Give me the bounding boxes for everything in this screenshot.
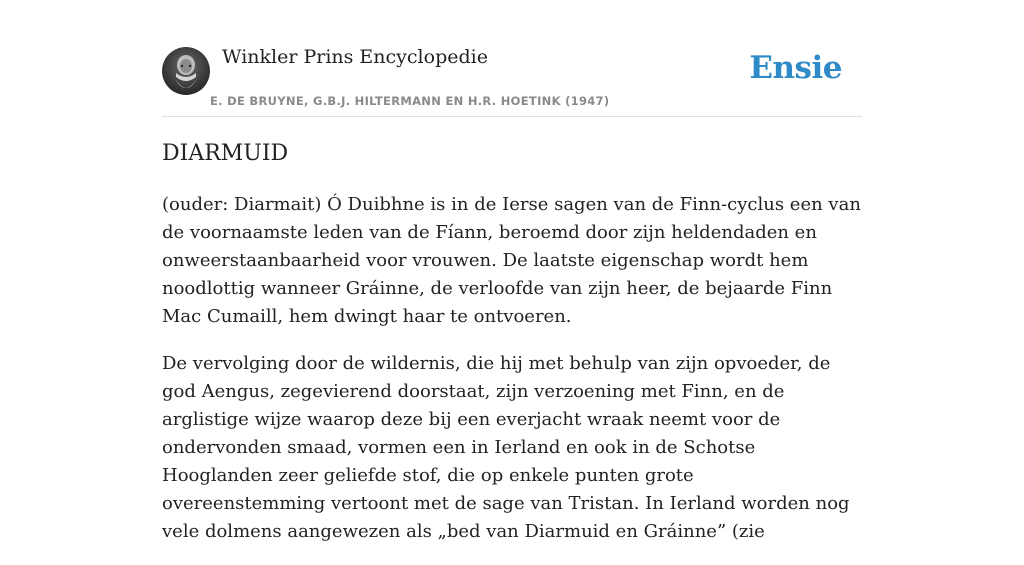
entry-paragraph: (ouder: Diarmait) Ó Duibhne is in de Ierse sagen van de Finn-cyclus een van de voornaamste leden van de Fíann, beroemd door zijn heldendaden en onweerstaanbaarheid voor vrouwen. De laatste eigenschap wordt hem noodlottig wanneer Gráinne, de verloofde van zijn heer, de bejaarde Finn Mac Cumaill, hem dwingt haar te ontvoeren. [162, 194, 861, 327]
author-portrait-icon[interactable] [162, 47, 210, 95]
entry-title: DIARMUID [162, 141, 289, 166]
entry-paragraph: De vervolging door de wildernis, die hij met behulp van zijn opvoeder, de god Aengus, zegevierend doorstaat, zijn verzoening met Finn, en de arglistige wijze waarop deze bij een everjacht wraak neemt voor de ondervonden smaad, vormen een in Ierland en ook in de Schotse Hooglanden zeer geliefde stof, die op enkele punten grote overeenstemming vertoont met de sage van Tristan. In Ierland worden nog vele dolmens aangewezen als „bed van Diarmuid en Gráinne” (zie [162, 353, 850, 542]
entry-body [162, 191, 862, 565]
header [162, 0, 862, 117]
page [162, 0, 862, 542]
authors-credit: E. DE BRUYNE, G.B.J. HILTERMANN EN H.R. HOETINK (1947) [210, 94, 610, 108]
brand-logo[interactable]: Ensie [749, 50, 842, 86]
site-title[interactable]: Winkler Prins Encyclopedie [222, 46, 488, 68]
